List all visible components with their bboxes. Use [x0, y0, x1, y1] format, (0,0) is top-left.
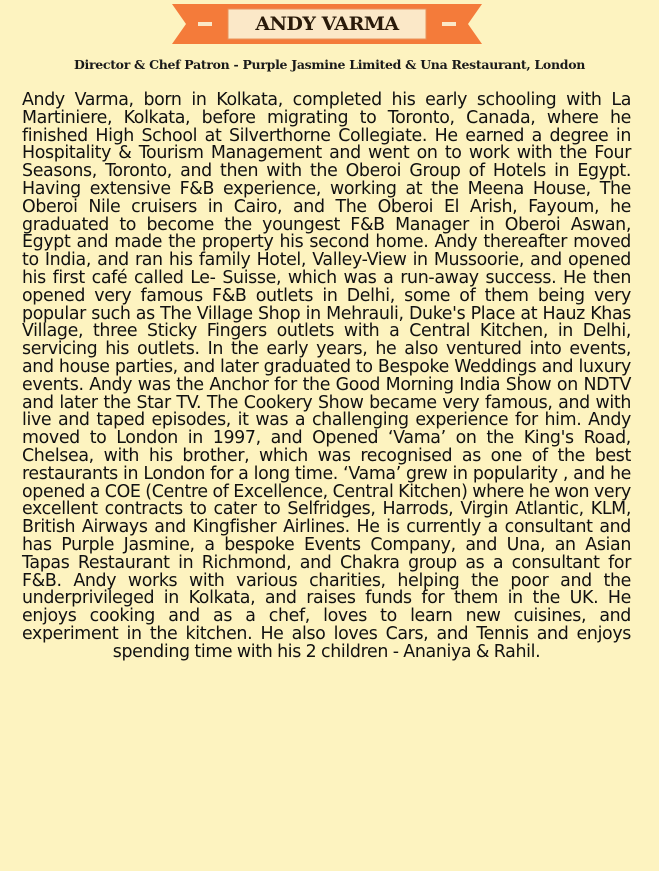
person-name: ANDY VARMA: [255, 13, 399, 35]
job-title: Director & Chef Patron - Purple Jasmine Limited & Una Restaurant, London: [73, 57, 586, 72]
biography-text: Andy Varma, born in Kolkata, completed his early schooling with La Martiniere, Kolkata, before migrating to Toronto, Canada, where he finished High School at Silverthorne Collegiate. He earned a degree in Hospitality & Tourism Management and went on to work with the Four Seasons, Toronto, and then with the Oberoi Group of Hotels in Egypt. Having extensive F&B experience, working at the Meena House, The Oberoi Nile cruisers in Cairo, and The Oberoi El Arish, Fayoum, he graduated to become the youngest F&B Manager in Oberoi Aswan, Egypt and made the property his second home. Andy thereafter moved to India, and ran his family Hotel, Valley-View in Mussoorie, and opened his first café called Le- Suisse, which was a run-away success. He then opened very famous F&B outlets in Delhi, some of them being very popular such as The Village Shop in Mehrauli, Duke's Place at Hauz Khas Village, three Sticky Fingers outlets with a Central Kitchen, in Delhi, servicing his outlets. In the early years, he also ventured into events, and house parties, and later graduated to Bespoke Weddings and luxury events. Andy was the Anchor for the Good Morning India Show on NDTV and later the Star TV. The Cookery Show became very famous, and with live and taped episodes, it was a challenging experience for him. Andy moved to London in 1997, and Opened ‘Vama’ on the King's Road, Chelsea, with his brother, which was recognised as one of the best restaurants in London for a long time. ‘Vama’ grew in popularity , and he opened a COE (Centre of Excellence, Central Kitchen) where he won very excellent contracts to cater to Selfridges, Harrods, Virgin Atlantic, KLM, British Airways and Kingfisher Airlines. He is currently a consultant and has Purple Jasmine, a bespoke Events Company, and Una, an Asian Tapas Restaurant in Richmond, and Chakra group as a consultant for F&B. Andy works with various charities, helping the poor and the underprivileged in Kolkata, and raises funds for them in the UK. He enjoys cooking and as a chef, loves to learn new cuisines, and experiment in the kitchen. He also loves Cars, and Tennis and enjoys spending time with his 2 children - Ananiya & Rahil.: [22, 90, 631, 662]
name-banner: [172, 4, 482, 44]
